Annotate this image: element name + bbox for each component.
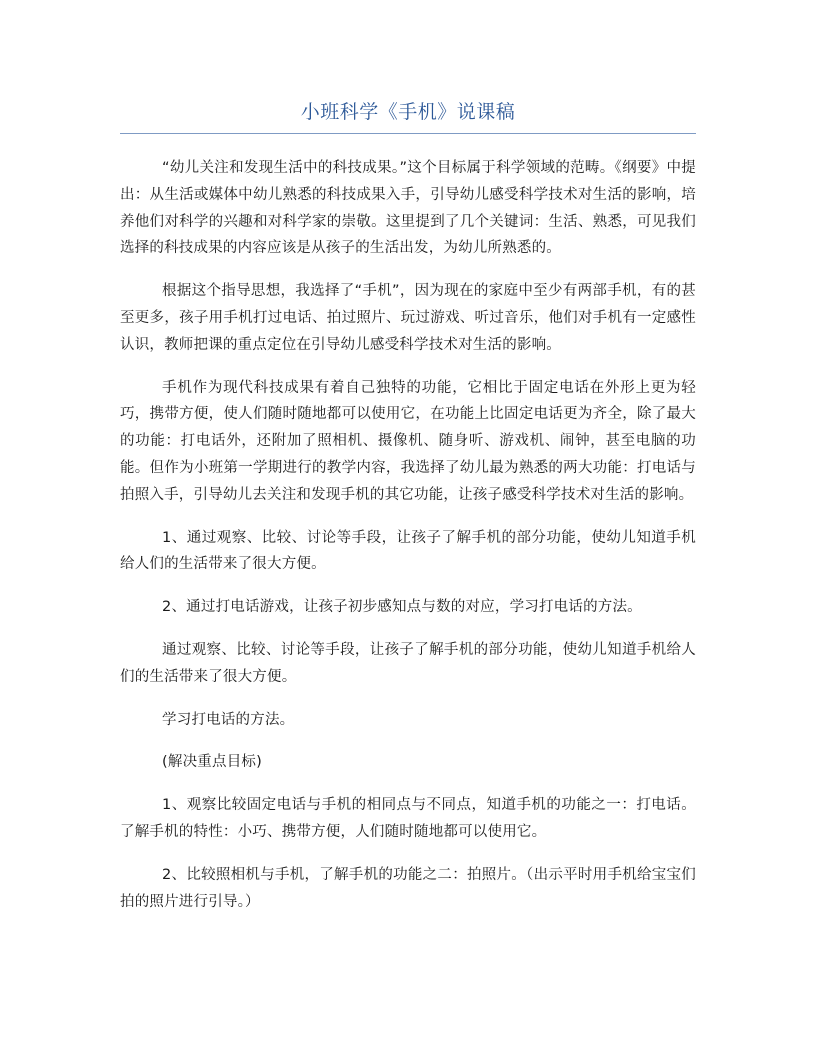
paragraph-step-2: 2、比较照相机与手机，了解手机的功能之二：拍照片。（出示平时用手机给宝宝们拍的照片进行引导。） (120, 866, 696, 910)
paragraph-guiding-idea: 根据这个指导思想，我选择了“手机”，因为现在的家庭中至少有两部手机，有的甚至更多，孩子用手机打过电话、拍过照片、玩过游戏、听过音乐，他们对手机有一定感性认识，教师把课的重点定位在引导幼儿感受科学技术对生活的影响。 (120, 283, 696, 353)
document-title: 小班科学《手机》说课稿 (300, 101, 516, 123)
paragraph-intro: “幼儿关注和发现生活中的科技成果。”这个目标属于科学领域的范畴。《纲要》中提出：从生活或媒体中幼儿熟悉的科技成果入手，引导幼儿感受科学技术对生活的影响，培养他们对科学的兴趣和对科学家的崇敬。这里提到了几个关键词：生活、熟悉，可见我们选择的科技成果的内容应该是从孩子的生活出发，为幼儿所熟悉的。 (120, 160, 696, 257)
paragraph-goal-1: 1、通过观察、比较、讨论等手段，让孩子了解手机的部分功能，使幼儿知道手机给人们的生活带来了很大方便。 (120, 529, 696, 573)
paragraph-note: (解决重点目标) (162, 754, 262, 771)
paragraph-difficulty: 学习打电话的方法。 (162, 711, 295, 728)
paragraph-step-1: 1、观察比较固定电话与手机的相同点与不同点，知道手机的功能之一：打电话。了解手机的特性：小巧、携带方便，人们随时随地都可以使用它。 (120, 797, 696, 840)
document-body (120, 155, 696, 931)
paragraph-goal-2: 2、通过打电话游戏，让孩子初步感知点与数的对应，学习打电话的方法。 (162, 599, 642, 616)
paragraph-key-point: 通过观察、比较、讨论等手段，让孩子了解手机的部分功能，使幼儿知道手机给人们的生活带来了很大方便。 (120, 641, 696, 685)
paragraph-phone-features: 手机作为现代科技成果有着自己独特的功能，它相比于固定电话在外形上更为轻巧，携带方便，使人们随时随地都可以使用它，在功能上比固定电话更为齐全，除了最大的功能：打电话外，还附加了照相机、摄像机、随身听、游戏机、闹钟，甚至电脑的功能。但作为小班第一学期进行的教学内容，我选择了幼儿最为熟悉的两大功能：打电话与拍照入手，引导幼儿去关注和发现手机的其它功能，让孩子感受科学技术对生活的影响。 (120, 379, 696, 503)
title-divider (120, 133, 696, 134)
